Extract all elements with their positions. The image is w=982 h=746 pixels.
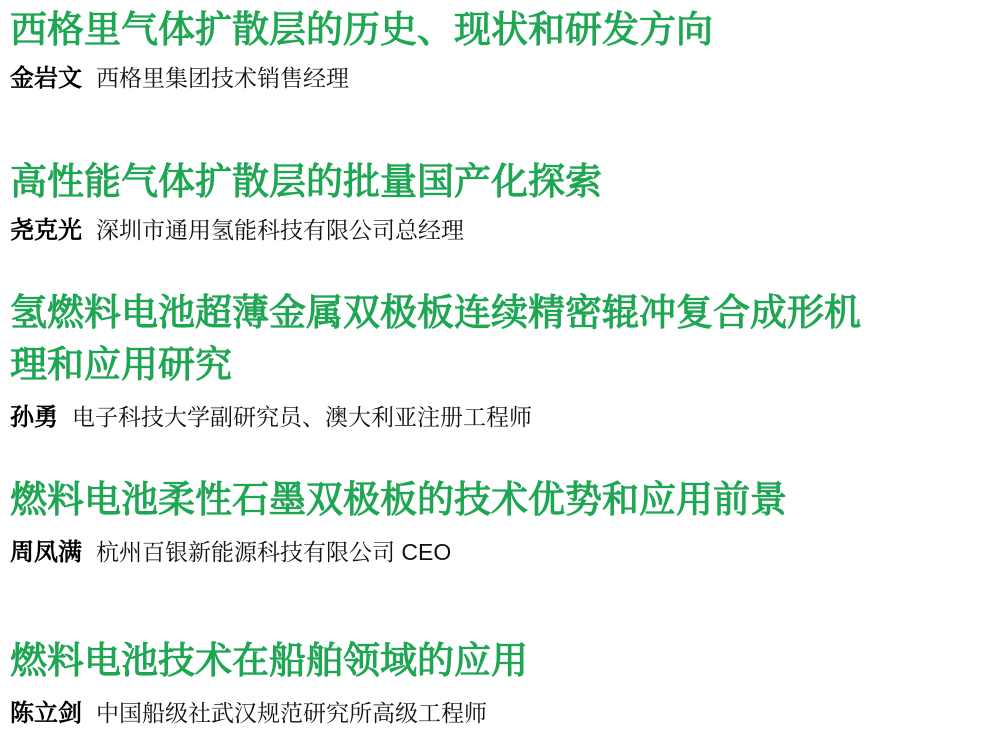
speaker-name: 周凤满: [10, 539, 82, 566]
speaker-affiliation: 电子科技大学副研究员、澳大利亚注册工程师: [72, 404, 532, 430]
speaker-affiliation: 深圳市通用氢能科技有限公司总经理: [96, 217, 464, 243]
speaker-name: 孙勇: [10, 404, 58, 431]
session-byline: [10, 62, 870, 98]
session-title: 西格里气体扩散层的历史、现状和研发方向: [10, 9, 713, 50]
speaker-affiliation: 西格里集团技术销售经理: [96, 65, 349, 91]
session-byline: [10, 214, 870, 250]
session-byline: [10, 536, 870, 572]
session-agenda-list: [10, 4, 882, 733]
session-item: [10, 4, 870, 98]
session-title: 高性能气体扩散层的批量国产化探索: [10, 161, 602, 202]
session-item: [10, 635, 870, 733]
session-byline: [10, 697, 870, 733]
session-item: [10, 156, 870, 250]
session-byline: [10, 401, 870, 437]
speaker-affiliation: 杭州百银新能源科技有限公司 CEO: [96, 539, 452, 565]
session-title: 氢燃料电池超薄金属双极板连续精密辊冲复合成形机理和应用研究: [10, 292, 861, 385]
session-title: 燃料电池技术在船舶领域的应用: [10, 640, 528, 681]
speaker-affiliation: 中国船级社武汉规范研究所高级工程师: [96, 700, 487, 726]
session-item: [10, 287, 870, 437]
session-title: 燃料电池柔性石墨双极板的技术优势和应用前景: [10, 479, 787, 520]
speaker-name: 金岩文: [10, 65, 82, 92]
session-item: [10, 474, 870, 572]
speaker-name: 陈立剑: [10, 700, 82, 727]
speaker-name: 尧克光: [10, 217, 82, 244]
